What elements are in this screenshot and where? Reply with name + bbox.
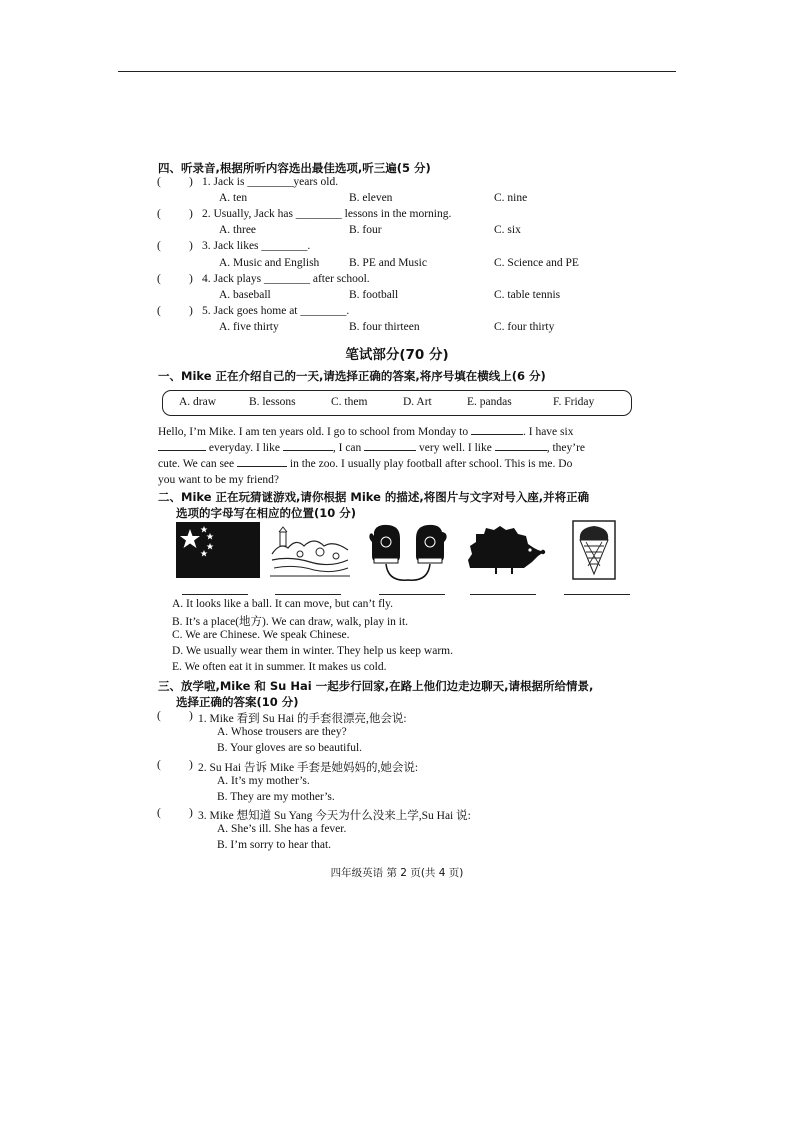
option-a: A. Whose trousers are they? bbox=[217, 726, 347, 738]
picture-answer-line-5[interactable] bbox=[564, 594, 630, 595]
passage-text: . I have six bbox=[523, 426, 574, 438]
passage-line-1 bbox=[158, 424, 638, 440]
picture-answer-line-3[interactable] bbox=[379, 594, 445, 595]
picture-answer-line-1[interactable] bbox=[182, 594, 248, 595]
clue-e: E. We often eat it in summer. It makes us cold. bbox=[172, 661, 387, 673]
option-a: A. five thirty bbox=[219, 321, 279, 333]
ice-cream-icon bbox=[572, 520, 616, 580]
clue-d: D. We usually wear them in winter. They help us keep warm. bbox=[172, 645, 453, 657]
listening-title: 四、听录音,根据所听内容选出最佳选项,听三遍(5 分) bbox=[158, 161, 431, 175]
passage-text: cute. We can see bbox=[158, 458, 238, 470]
question-stem: 3. Mike 想知道 Su Yang 今天为什么没来上学,Su Hai 说: bbox=[198, 810, 471, 822]
word-bank-box bbox=[162, 390, 632, 416]
question-stem: 2. Su Hai 告诉 Mike 手套是她妈妈的,她会说: bbox=[198, 762, 419, 774]
answer-paren-close: ) bbox=[189, 176, 193, 188]
passage-text: everyday. I like bbox=[206, 442, 283, 454]
answer-paren-close: ) bbox=[189, 305, 193, 317]
answer-blank[interactable] bbox=[158, 440, 206, 451]
answer-blank[interactable] bbox=[283, 440, 333, 451]
option-b: B. I’m sorry to hear that. bbox=[217, 839, 332, 851]
question-stem: 1. Mike 看到 Su Hai 的手套很漂亮,他会说: bbox=[198, 713, 407, 725]
answer-blank[interactable] bbox=[495, 440, 547, 451]
option-a: A. three bbox=[219, 224, 257, 236]
word-option-a: A. draw bbox=[179, 396, 217, 408]
answer-paren-open: ( bbox=[157, 176, 161, 188]
passage-text: in the zoo. I usually play football after school. This is me. Do bbox=[287, 458, 573, 470]
option-a: A. Music and English bbox=[219, 257, 320, 269]
answer-paren-close: ) bbox=[189, 208, 193, 220]
passage-line-3 bbox=[158, 456, 638, 472]
answer-paren-close: ) bbox=[189, 273, 193, 285]
answer-blank[interactable] bbox=[364, 440, 416, 451]
answer-blank[interactable] bbox=[237, 456, 287, 467]
written-part-title: 笔试部分(70 分) bbox=[345, 347, 449, 363]
section3-title-line1: 三、放学啦,Mike 和 Su Hai 一起步行回家,在路上他们边走边聊天,请根据所给情景, bbox=[158, 679, 594, 693]
option-a: A. baseball bbox=[219, 289, 271, 301]
landscape-icon bbox=[270, 524, 350, 578]
answer-paren-close: ) bbox=[189, 759, 193, 771]
word-option-f: F. Friday bbox=[553, 396, 595, 408]
picture-answer-line-4[interactable] bbox=[470, 594, 536, 595]
word-option-b: B. lessons bbox=[249, 396, 296, 408]
question-stem: 5. Jack goes home at ________. bbox=[202, 305, 350, 317]
option-b: B. eleven bbox=[349, 192, 393, 204]
passage-line-4: you want to be my friend? bbox=[158, 474, 280, 486]
section3-title-line2: 选择正确的答案(10 分) bbox=[176, 695, 299, 709]
mittens-icon bbox=[366, 522, 450, 586]
option-b: B. PE and Music bbox=[349, 257, 427, 269]
option-b: B. football bbox=[349, 289, 399, 301]
option-a: A. ten bbox=[219, 192, 248, 204]
clue-c: C. We are Chinese. We speak Chinese. bbox=[172, 629, 350, 641]
section1-title: 一、Mike 正在介绍自己的一天,请选择正确的答案,将序号填在横线上(6 分) bbox=[158, 369, 546, 383]
answer-paren-open: ( bbox=[157, 710, 161, 722]
question-stem: 1. Jack is ________years old. bbox=[202, 176, 339, 188]
section2-title-line1: 二、Mike 正在玩猜谜游戏,请你根据 Mike 的描述,将图片与文字对号入座,并将正确 bbox=[158, 490, 590, 504]
word-option-d: D. Art bbox=[403, 396, 432, 408]
passage-text: Hello, I’m Mike. I am ten years old. I go to school from Monday to bbox=[158, 426, 471, 438]
option-c: C. table tennis bbox=[494, 289, 561, 301]
answer-blank[interactable] bbox=[471, 424, 523, 435]
option-c: C. Science and PE bbox=[494, 257, 579, 269]
word-option-c: C. them bbox=[331, 396, 368, 408]
passage-text: very well. I like bbox=[416, 442, 495, 454]
question-stem: 4. Jack plays ________ after school. bbox=[202, 273, 370, 285]
answer-paren-open: ( bbox=[157, 208, 161, 220]
passage-line-2 bbox=[158, 440, 638, 456]
page-footer: 四年级英语 第 2 页(共 4 页) bbox=[330, 867, 464, 879]
answer-paren-close: ) bbox=[189, 240, 193, 252]
answer-paren-open: ( bbox=[157, 273, 161, 285]
option-a: A. She’s ill. She has a fever. bbox=[217, 823, 347, 835]
word-option-e: E. pandas bbox=[467, 396, 512, 408]
option-b: B. Your gloves are so beautiful. bbox=[217, 742, 363, 754]
option-c: C. nine bbox=[494, 192, 528, 204]
answer-paren-open: ( bbox=[157, 240, 161, 252]
question-stem: 3. Jack likes ________. bbox=[202, 240, 311, 252]
question-stem: 2. Usually, Jack has ________ lessons in the morning. bbox=[202, 208, 452, 220]
answer-paren-close: ) bbox=[189, 807, 193, 819]
section2-title-line2: 选项的字母写在相应的位置(10 分) bbox=[176, 506, 357, 520]
top-rule bbox=[118, 71, 676, 72]
option-b: B. They are my mother’s. bbox=[217, 791, 335, 803]
clue-a: A. It looks like a ball. It can move, but can’t fly. bbox=[172, 598, 393, 610]
answer-paren-close: ) bbox=[189, 710, 193, 722]
option-b: B. four thirteen bbox=[349, 321, 420, 333]
answer-paren-open: ( bbox=[157, 807, 161, 819]
option-b: B. four bbox=[349, 224, 382, 236]
passage-text: , I can bbox=[332, 442, 365, 454]
hedgehog-icon bbox=[466, 524, 546, 576]
option-c: C. four thirty bbox=[494, 321, 555, 333]
passage-text: , they’re bbox=[546, 442, 586, 454]
answer-paren-open: ( bbox=[157, 305, 161, 317]
option-c: C. six bbox=[494, 224, 521, 236]
answer-paren-open: ( bbox=[157, 759, 161, 771]
clue-b: B. It’s a place(地方). We can draw, walk, play in it. bbox=[172, 616, 409, 628]
picture-answer-line-2[interactable] bbox=[275, 594, 341, 595]
option-a: A. It’s my mother’s. bbox=[217, 775, 310, 787]
flag-icon bbox=[176, 522, 260, 578]
